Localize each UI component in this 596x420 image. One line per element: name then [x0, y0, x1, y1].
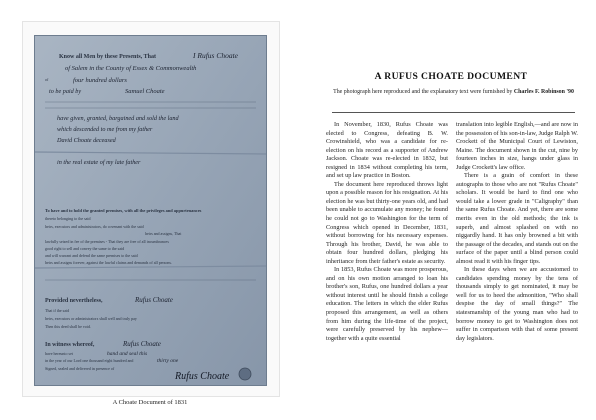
deed-handwriting: I Rufus Choate	[193, 51, 238, 60]
deed-printed-line: of	[45, 77, 49, 82]
divider	[332, 112, 575, 113]
deed-handwriting: which descended to me from my father	[57, 126, 153, 133]
deed-handwriting: Rufus Choate	[123, 340, 161, 348]
body-column-left	[326, 121, 448, 343]
paragraph: There is a grain of comfort in these autographs to those who are not "Rufus Choate" scholars. It would be hard to find one who would take a lower grade in "Caligraphy" than the same Rufus Choate. And yet, there are some merits even in the old methods; the ink is superb, and almost splashed on with no niggardly hand. It has only browned a bit with the passage of the decades, and stands out on the surface of the paper until a blind person could almost read it with his finger tips.	[456, 172, 578, 265]
paragraph: In November, 1830, Rufus Choate was elected to Congress, defeating B. W. Crowinshield, who was a candidate for re-election on his record as a supporter of Andrew Jackson. Choate was re-elected in 1832, but resigned in 1834 without completing his term, and set up law practice in Boston.	[326, 121, 448, 180]
deed-printed-line: good right to sell and convey the same to the said	[45, 246, 125, 251]
deed-printed-line: That if the said	[45, 308, 70, 313]
deed-printed-line: have hereunto set	[45, 351, 73, 356]
deed-handwriting: thirty one	[157, 358, 179, 364]
deed-printed-line: Provided nevertheless,	[45, 298, 103, 304]
deed-printed-line: thereto belonging to the said	[45, 216, 91, 221]
paragraph: The document here reproduced throws light upon a possible reason for his resignation. At his election he was but thirty-one years old, and had been unable to accumulate any money; he found he could not go to Washington for the term of Congress which opened in December, 1831, without borrowing for his necessary expenses. Through his brother, David, he was able to obtain four hundred dollars, pledging his inheritance from their father's estate as security.	[326, 180, 448, 265]
deed-printed-line: and will warrant and defend the same premises to the said	[45, 253, 138, 258]
deed-printed-line: in the year of our Lord one thousand eight hundred and	[45, 358, 134, 363]
deed-printed-line: heirs, executors and administrators, do covenant with the said	[45, 224, 144, 229]
seal-icon	[239, 368, 251, 380]
deed-handwriting: have given, granted, bargained and sold the land	[57, 115, 179, 122]
body-column-right	[456, 121, 578, 343]
deed-handwriting: to be paid by	[49, 88, 82, 95]
paragraph: In 1853, Rufus Choate was more prosperous, and on his own motion arranged to loan his brother's son, Rufus, one hundred dollars a year without interest until he should finish a college education. The letters in which the elder Rufus proposed this arrangement, as well as others from him during the life-time of the project, were carefully preserved by his nephew—together with a quite essential	[326, 266, 448, 342]
rufus-choate-signature: Rufus Choate	[175, 371, 230, 382]
deed-printed-line: heirs, executors or administrators shall well and truly pay	[45, 316, 137, 321]
deed-printed-line: lawfully seized in fee of the premises - That they are free of all incumbrances	[45, 239, 169, 244]
deed-printed-line: heirs and assigns, That	[145, 231, 182, 236]
article-intro	[326, 89, 581, 96]
figure-caption: A Choate Document of 1831	[112, 399, 188, 406]
deed-printed-line: heirs and assigns forever, against the lawful claims and demands of all persons.	[45, 260, 172, 265]
article-column	[306, 0, 596, 420]
document-photo-frame	[22, 21, 280, 397]
deed-printed-line: Signed, sealed and delivered in presence of	[45, 366, 115, 371]
deed-printed-line: To have and to hold the granted premises, with all the privileges and appurtenances	[45, 208, 202, 213]
deed-handwriting: hand and seal this	[107, 351, 148, 357]
intro-contributor: Charles F. Robinson '90	[513, 89, 574, 95]
paragraph: In these days when we are accustomed to candidates spending money by the tens of thousands simply to get nominated, it may be well for us to heed the admonition, "Who shall despise the day of small things?" The statesmanship of the young man who had to borrow money to get to Washington does not suffer in comparison with that of some present day legislators.	[456, 266, 578, 342]
paragraph-continued: translation into legible English,—and are now in the possession of his son-in-law, Judge Ralph W. Crockett of the Municipal Court of Lewiston, Maine. The document shown in the cut, nine by fourteen inches in size, hangs under glass in Judge Crockett's law office.	[456, 121, 578, 171]
deed-image	[35, 36, 266, 385]
deed-photograph	[34, 35, 267, 386]
deed-handwriting: David Choate deceased	[57, 137, 116, 144]
deed-handwriting: of Salem in the County of Essex & Commonwealth	[65, 65, 197, 72]
deed-handwriting: in the real estate of my late father	[57, 159, 141, 166]
deed-printed-line: Then this deed shall be void.	[45, 324, 91, 329]
deed-handwriting: Rufus Choate	[135, 296, 173, 304]
deed-printed-line: In witness whereof,	[45, 342, 95, 348]
deed-handwriting: Samuel Choate	[125, 88, 165, 95]
intro-text: The photograph here reproduced and the explanatory text were furnished by	[333, 89, 513, 95]
deed-printed-line: Know all Men by these Presents, That	[59, 54, 156, 60]
deed-handwriting: four hundred dollars	[73, 77, 127, 84]
article-headline: A RUFUS CHOATE DOCUMENT	[374, 71, 528, 82]
